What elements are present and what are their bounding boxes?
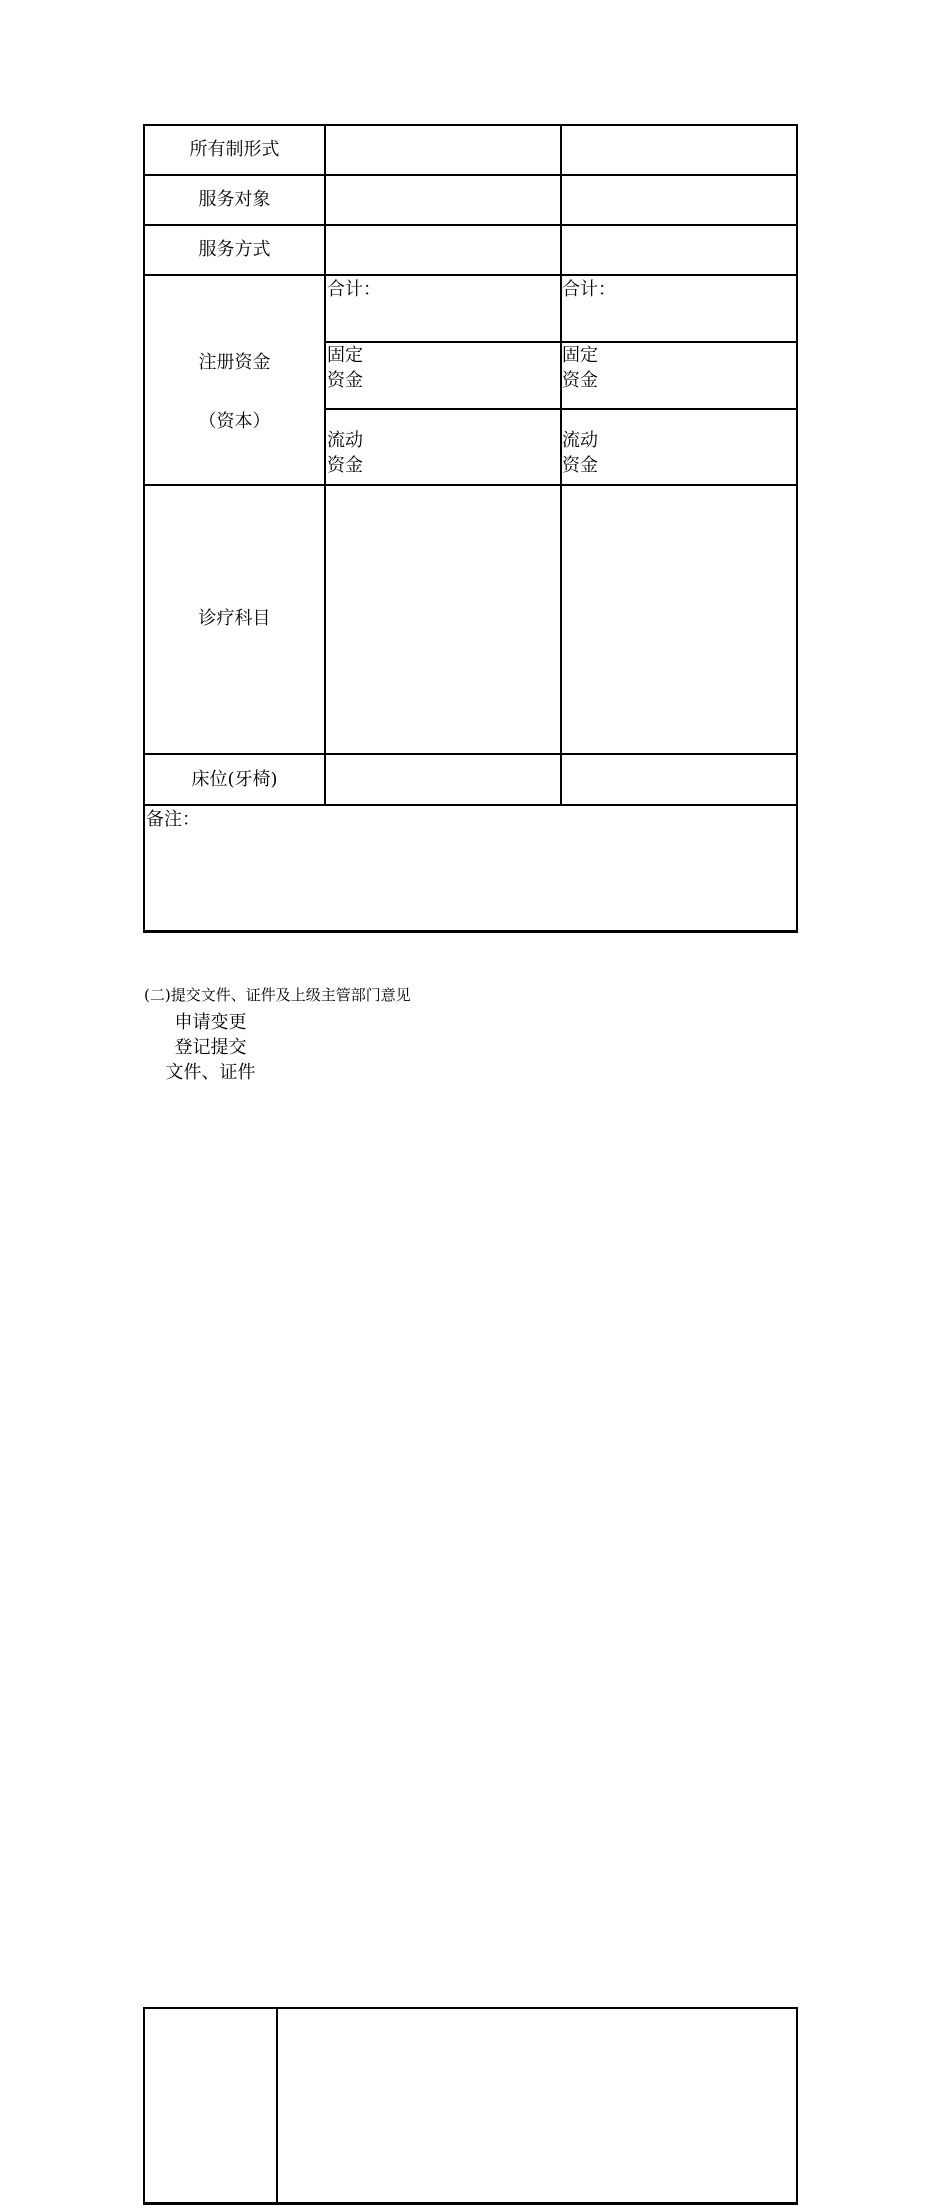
capital-current-label-1: 流动 资金 (327, 430, 363, 476)
registered-capital-sublabel: （资本） (198, 411, 271, 432)
beds-value-2[interactable] (562, 755, 796, 804)
registered-capital-label: 注册资金 (198, 352, 271, 373)
capital-fixed-label-2: 固定 资金 (562, 345, 598, 391)
capital-current-label-2: 流动 资金 (562, 430, 598, 476)
ownership-value-1[interactable] (326, 126, 560, 174)
remarks-field[interactable] (145, 832, 796, 930)
info-table (0, 0, 950, 940)
documents-label: 申请变更 登记提交 文件、证件 (165, 1012, 256, 1083)
service-mode-value-1[interactable] (326, 226, 560, 274)
service-target-value-2[interactable] (562, 176, 796, 224)
section-title: (二)提交文件、证件及上级主管部门意见 (144, 986, 411, 1004)
documents-field[interactable] (278, 1009, 796, 1202)
ownership-value-2[interactable] (562, 126, 796, 174)
beds-label: 床位(牙椅) (191, 769, 278, 790)
service-target-value-1[interactable] (326, 176, 560, 224)
departments-label: 诊疗科目 (198, 608, 271, 629)
beds-value-1[interactable] (326, 755, 560, 804)
capital-total-label-2: 合计： (562, 279, 616, 300)
ownership-label: 所有制形式 (189, 139, 280, 160)
service-target-label: 服务对象 (198, 189, 271, 210)
capital-total-label-1: 合计： (327, 279, 381, 300)
service-mode-label: 服务方式 (198, 239, 271, 260)
service-mode-value-2[interactable] (562, 226, 796, 274)
capital-fixed-label-1: 固定 资金 (327, 345, 363, 391)
remarks-label: 备注： (146, 809, 200, 830)
departments-value-1[interactable] (326, 486, 560, 753)
departments-value-2[interactable] (562, 486, 796, 753)
